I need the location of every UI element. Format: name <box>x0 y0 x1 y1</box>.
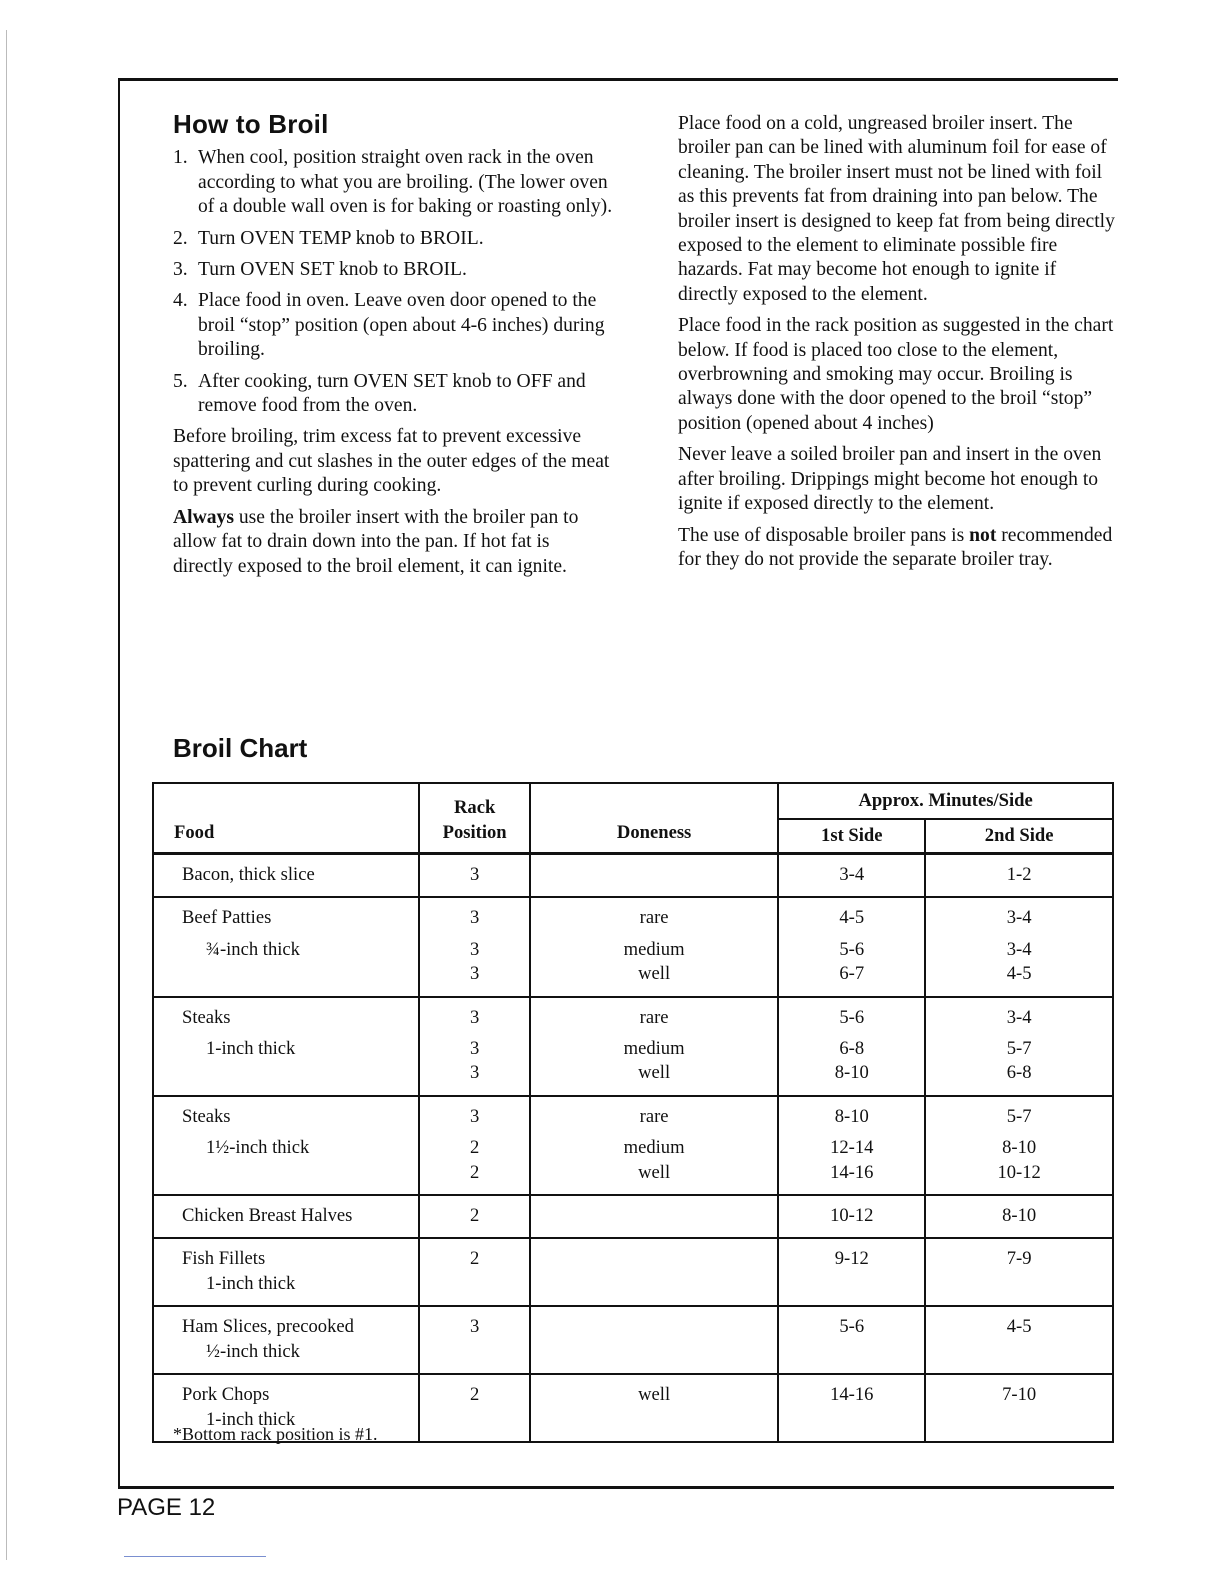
first-side-cell <box>778 854 925 898</box>
rack-value: 3 <box>469 938 480 960</box>
second-side-cell <box>925 1238 1113 1306</box>
table-row <box>153 1238 1113 1306</box>
doneness-value: rare <box>639 1006 669 1028</box>
doneness-column-header: Doneness <box>530 783 778 854</box>
second-side-value: 3-4 <box>1006 907 1032 929</box>
trim-fat-paragraph: Before broiling, trim excess fat to prevent excessive spattering and cut slashes in the outer edges of the meat to prevent curling during cooking. <box>173 426 610 497</box>
rack-position-cell <box>419 1195 530 1238</box>
food-thickness: 1-inch thick <box>206 1408 296 1430</box>
second-side-value: 4-5 <box>1006 963 1032 985</box>
food-cell <box>153 854 419 898</box>
food-cell <box>153 997 419 1096</box>
food-thickness: 1-inch thick <box>206 1272 296 1294</box>
second-side-cell <box>925 1096 1113 1195</box>
food-name: Ham Slices, precooked <box>182 1316 354 1338</box>
first-side-column-header: 1st Side <box>778 819 925 854</box>
first-side-value: 14-16 <box>830 1384 874 1406</box>
rack-value: 3 <box>469 1006 480 1028</box>
rack-position-cell <box>419 897 530 996</box>
rack-value: 2 <box>469 1205 480 1227</box>
doneness-cell <box>530 997 778 1096</box>
frame-top-rule <box>118 78 1118 81</box>
table-row <box>153 997 1113 1096</box>
rack-position-cell <box>419 1238 530 1306</box>
rack-value: 3 <box>469 1062 480 1084</box>
scan-edge-mark <box>6 30 7 1560</box>
table-header-row <box>153 783 1113 819</box>
step-text: When cool, position straight oven rack in the oven according to what you are broiling. (The lower oven of a double wall oven is for baking or roasting only). <box>198 147 613 218</box>
second-side-column-header: 2nd Side <box>925 819 1113 854</box>
second-side-cell <box>925 1195 1113 1238</box>
first-side-value: 9-12 <box>834 1248 869 1270</box>
second-side-value: 7-9 <box>1006 1248 1032 1270</box>
rack-value: 3 <box>469 864 480 885</box>
doneness-value: well <box>638 1062 671 1084</box>
first-side-value: 5-6 <box>839 1316 865 1338</box>
rack-position-cell <box>419 1306 530 1374</box>
first-side-value: 12-14 <box>830 1137 874 1159</box>
doneness-value: well <box>638 1384 671 1406</box>
first-side-value: 5-6 <box>839 938 865 960</box>
rack-value: 3 <box>469 907 480 929</box>
second-side-cell <box>925 1306 1113 1374</box>
food-name: Bacon, thick slice <box>182 864 315 885</box>
not-emphasis: not <box>969 524 997 546</box>
second-side-cell <box>925 1374 1113 1442</box>
second-side-value: 4-5 <box>1006 1316 1032 1338</box>
rack-position-column-header <box>419 783 530 854</box>
doneness-value <box>531 1204 777 1228</box>
food-thickness: 1½-inch thick <box>206 1137 310 1159</box>
step-text: Turn OVEN SET knob to BROIL. <box>198 259 467 281</box>
doneness-cell <box>530 1306 778 1374</box>
step-number: 3. <box>173 259 188 281</box>
how-to-broil-right-column <box>678 112 1118 579</box>
doneness-cell <box>530 897 778 996</box>
always-text: use the broiler insert with the broiler pan to allow fat to drain down into the pan. If hot fat is directly exposed to the broil element, it can ignite. <box>173 506 579 577</box>
how-to-broil-left-column <box>173 109 613 586</box>
food-cell <box>153 1096 419 1195</box>
rack-value: 3 <box>469 963 480 985</box>
broil-steps-list <box>173 146 613 418</box>
food-name: Fish Fillets <box>182 1248 266 1270</box>
second-side-value: 5-7 <box>1006 1038 1032 1060</box>
doneness-value <box>531 863 777 887</box>
rack-value: 3 <box>469 1316 480 1338</box>
rack-header-line2: Position <box>442 821 507 843</box>
second-side-cell <box>925 897 1113 996</box>
broil-step <box>173 370 613 419</box>
table-row <box>153 1306 1113 1374</box>
first-side-cell <box>778 1096 925 1195</box>
doneness-value: medium <box>623 1137 685 1159</box>
second-side-value: 1-2 <box>1006 864 1032 885</box>
second-side-cell <box>925 997 1113 1096</box>
broil-chart-body <box>153 854 1113 1442</box>
food-name: Steaks <box>182 1006 231 1028</box>
first-side-value: 3-4 <box>839 864 865 885</box>
broil-step <box>173 258 613 282</box>
doneness-value <box>531 1247 777 1271</box>
rack-value: 2 <box>469 1161 480 1183</box>
step-text: Turn OVEN TEMP knob to BROIL. <box>198 227 484 249</box>
step-text: Place food in oven. Leave oven door opened to the broil “stop” position (open about 4-6 inches) during broiling. <box>198 290 605 361</box>
rack-value: 3 <box>469 1038 480 1060</box>
second-side-value: 3-4 <box>1006 1006 1032 1028</box>
first-side-value: 10-12 <box>830 1205 874 1227</box>
doneness-value: well <box>638 963 671 985</box>
food-thickness: 1-inch thick <box>206 1038 296 1060</box>
table-row <box>153 897 1113 996</box>
first-side-cell <box>778 897 925 996</box>
second-side-value: 8-10 <box>1002 1137 1037 1159</box>
food-name: Chicken Breast Halves <box>182 1205 353 1227</box>
first-side-cell <box>778 1374 925 1442</box>
food-name: Steaks <box>182 1105 231 1127</box>
step-number: 2. <box>173 227 188 249</box>
food-name: Beef Patties <box>182 907 272 929</box>
second-side-value: 5-7 <box>1006 1105 1032 1127</box>
scan-artifact-line <box>124 1556 266 1557</box>
cold-insert-paragraph: Place food on a cold, ungreased broiler insert. The broiler pan can be lined with aluminum foil for ease of cleaning. The broiler insert must not be lined with foil as this prevents fat from draining into pan below. The broiler insert is designed to keep fat from being directly exposed to the element to eliminate possible fire hazards. Fat may become hot enough to ignite if directly exposed to the element. <box>678 113 1115 305</box>
second-side-value: 10-12 <box>997 1161 1041 1183</box>
rack-position-cell <box>419 1374 530 1442</box>
second-side-value: 6-8 <box>1006 1062 1032 1084</box>
second-side-value: 8-10 <box>1002 1205 1037 1227</box>
page-number: PAGE 12 <box>117 1494 216 1521</box>
doneness-value: rare <box>639 907 669 929</box>
first-side-value: 8-10 <box>834 1105 869 1127</box>
food-thickness: ¾-inch thick <box>206 938 300 960</box>
rack-position-cell <box>419 854 530 898</box>
first-side-cell <box>778 1306 925 1374</box>
step-number: 1. <box>173 147 188 169</box>
second-side-value: 3-4 <box>1006 938 1032 960</box>
doneness-value: well <box>638 1161 671 1183</box>
food-cell <box>153 1195 419 1238</box>
first-side-value: 14-16 <box>830 1161 874 1183</box>
broil-step <box>173 146 613 219</box>
food-column-header: Food <box>174 821 215 843</box>
always-emphasis: Always <box>173 506 234 528</box>
food-cell <box>153 1238 419 1306</box>
step-text: After cooking, turn OVEN SET knob to OFF and remove food from the oven. <box>198 370 586 417</box>
food-name: Pork Chops <box>182 1384 270 1406</box>
disposable-text-a: The use of disposable broiler pans is <box>678 524 970 546</box>
broil-step <box>173 227 613 251</box>
approx-minutes-header: Approx. Minutes/Side <box>778 783 1113 819</box>
food-cell <box>153 1306 419 1374</box>
first-side-value: 6-8 <box>839 1038 865 1060</box>
second-side-cell <box>925 854 1113 898</box>
doneness-cell <box>530 1374 778 1442</box>
food-cell <box>153 897 419 996</box>
frame-left-rule <box>118 78 120 1488</box>
how-to-broil-heading: How to Broil <box>173 109 329 139</box>
step-number: 4. <box>173 290 188 312</box>
first-side-value: 6-7 <box>839 963 865 985</box>
doneness-value: rare <box>639 1105 669 1127</box>
always-use-insert-paragraph <box>173 506 613 579</box>
step-number: 5. <box>173 370 188 392</box>
first-side-value: 5-6 <box>839 1006 865 1028</box>
table-row <box>153 1096 1113 1195</box>
rack-position-paragraph: Place food in the rack position as suggested in the chart below. If food is placed too close to the element, overbrowning and smoking may occur. Broiling is always done with the door opened to the broil “stop” position (opened about 4 inches) <box>678 315 1114 434</box>
rack-value: 2 <box>469 1248 480 1270</box>
first-side-cell <box>778 997 925 1096</box>
disposable-pans-paragraph <box>678 524 1118 573</box>
rack-position-cell <box>419 1096 530 1195</box>
broil-chart-heading: Broil Chart <box>173 733 308 763</box>
first-side-cell <box>778 1238 925 1306</box>
first-side-value: 4-5 <box>839 907 865 929</box>
table-row <box>153 854 1113 898</box>
doneness-cell <box>530 1238 778 1306</box>
food-thickness: ½-inch thick <box>206 1340 300 1362</box>
never-leave-paragraph: Never leave a soiled broiler pan and insert in the oven after broiling. Drippings might become hot enough to ignite if exposed directly to the element. <box>678 444 1102 515</box>
rack-header-line1: Rack <box>453 797 496 819</box>
doneness-value <box>531 1315 777 1339</box>
doneness-value: medium <box>623 938 685 960</box>
broil-step <box>173 289 613 362</box>
rack-value: 2 <box>469 1384 480 1406</box>
rack-value: 3 <box>469 1105 480 1127</box>
broil-chart-table <box>152 782 1114 1443</box>
second-side-value: 7-10 <box>1002 1384 1037 1406</box>
doneness-value: medium <box>623 1038 685 1060</box>
disposable-text-b: recommended for they do not provide the separate broiler tray. <box>678 524 1113 570</box>
rack-value: 2 <box>469 1137 480 1159</box>
first-side-value: 8-10 <box>834 1062 869 1084</box>
first-side-cell <box>778 1195 925 1238</box>
frame-bottom-rule <box>118 1486 1114 1489</box>
rack-footnote: *Bottom rack position is #1. <box>173 1424 378 1444</box>
doneness-cell <box>530 1195 778 1238</box>
doneness-cell <box>530 854 778 898</box>
table-row <box>153 1195 1113 1238</box>
rack-position-cell <box>419 997 530 1096</box>
doneness-cell <box>530 1096 778 1195</box>
